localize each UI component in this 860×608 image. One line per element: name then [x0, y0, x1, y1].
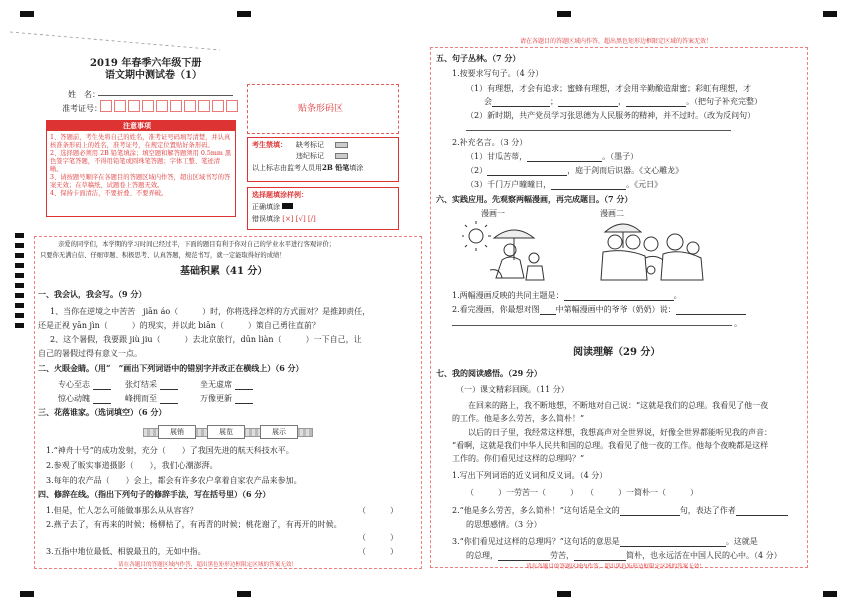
q6-line: 2.看完漫画，你最想对图 中第幅漫画中的爷爷（奶奶）说：	[452, 305, 746, 315]
q5-line: （1）甘瓜苦蒂， 。（墨子）	[466, 152, 639, 161]
comic-one-image	[462, 220, 562, 282]
violation-mark-box[interactable]	[335, 153, 348, 159]
q4-line: 3.五指中地位最低、相貌最丑的，无如中指。	[46, 547, 206, 556]
violation-mark-label: 违纪标记	[296, 152, 324, 160]
q5-answer-line[interactable]	[466, 130, 731, 131]
exam-title: 语文期中测试卷（1）	[105, 70, 202, 81]
q2-word: 惊心动魄	[58, 394, 111, 404]
q2-word: 万像更新	[200, 394, 253, 404]
bottom-notice-right: 请在各题目的答题区域内作答，超出黑色矩形边框限定区域的答案无效！	[526, 564, 706, 570]
notes-list	[50, 134, 232, 198]
synonym-antonym-row: （ ）一劳苦一（ ） （ ）一简朴一（ ）	[466, 488, 698, 497]
exam-title-year: 2019 年春季六年级下册	[90, 58, 202, 69]
q1-title: 一、我会认，我会写。（9 分）	[38, 289, 147, 299]
bottom-notice-left: 请在各题目的答题区域内作答，超出黑色矩形边框限定区域的答案无效！	[118, 562, 298, 568]
registration-mark	[237, 591, 251, 597]
q3-line: 2.参观了販实事道摄影（ ），我们心潮澎湃。	[46, 461, 218, 470]
ban-label: 考生禁填：	[252, 140, 287, 149]
passage-line: 工作的。你们看见过这样的总理吗？”	[452, 454, 585, 463]
q1-line: 还是正视 yān jìn（ ）的现实，并以此 biān（ ）策自己勇往直前？	[38, 321, 320, 330]
q6-answer-line[interactable]	[452, 325, 732, 326]
q7-question: 3.“你们看见过这样的总理吗？”这句话的意思是 。这就是	[452, 537, 758, 546]
passage-line: 以后的日子里，我经常这样想，我想高声对全世界说，好像全世界都能听见我的声音：	[468, 428, 772, 437]
registration-mark	[557, 11, 571, 17]
q2-word: 峰拥而至	[125, 394, 178, 404]
q2-word: 专心至志	[58, 380, 111, 390]
q7-question: 的思想感情。（3 分）	[466, 520, 542, 529]
q4-answer-paren[interactable]: （ ）	[358, 533, 398, 542]
q4-answer-paren[interactable]: （ ）	[358, 547, 398, 556]
q6-period: 。	[734, 319, 742, 328]
passage-line: 在回来的路上，我不断地想，不断地对自己说：“这就是我们的总理。我看见了他一夜	[468, 401, 769, 410]
q7-question: 的总理， 劳苦， 简朴，也永远活在中国人民的心中。（4 分）	[466, 551, 782, 560]
q7-sub: （一）课文精彩回顾。（11 分）	[456, 385, 569, 394]
q5-sub: 2.补充名言。（3 分）	[452, 138, 528, 147]
note-item: 2、选择题必须用 2B 铅笔填涂；填空题和解答题须用 0.5mm 黑色签字笔答题，不得用铅笔或圆珠笔答题；字体工整、笔迹清晰。	[50, 150, 232, 174]
section-basic: 基础积累（41 分）	[180, 266, 268, 277]
q2-title: 二、火眼金睛。（用“ ”画出下列词语中的错别字并改正在横线上）（6 分）	[38, 363, 304, 373]
barcode-label: 贴条形码区	[298, 104, 344, 114]
passage-line: “看啊，这就是我们中华人民共和国的总理。我看见了他一夜的工作。他每个夜晚都是这样	[452, 441, 769, 450]
q5-line: （1）有理想，才会有追求；蜜蜂有理想，才会用辛勤酿造甜蜜；彩虹有理想，才	[466, 84, 752, 93]
correct-fill-label: 正确填涂	[252, 203, 293, 211]
q4-title: 四、修辞在线。（指出下列句子的修辞手法，写在括号里）（6 分）	[38, 489, 271, 499]
fold-line	[0, 0, 230, 60]
name-field[interactable]	[98, 95, 233, 96]
wrong-fill-label: 错误填涂 [×] [√] [/]	[252, 215, 316, 223]
q7-question: 2.“他是多么劳苦，多么简朴！”这句话是全文的 句，表达了作者	[452, 506, 788, 516]
q6-title: 六、实践应用。先观察两幅漫画，再完成题目。（7 分）	[436, 194, 633, 204]
q3-title: 三、花落谁家。（选词填空）（6 分）	[38, 407, 167, 417]
comic-two-image	[585, 218, 715, 284]
word-option: 展示	[260, 425, 298, 439]
id-boxes[interactable]	[100, 100, 238, 112]
q5-line: 会 ； ， 。（把句子补充完整）	[484, 97, 762, 106]
top-notice: 请在各题目的答题区域内作答，超出黑色矩形边框限定区域的答案无效！	[520, 38, 713, 45]
word-option: 展销	[158, 425, 196, 439]
q4-answer-paren[interactable]: （ ）	[358, 506, 398, 515]
q1-line: 1、当你在逆境之中苦苦 jiān áo（ ）时，你将选择怎样的方式面对？是推卸责任，	[50, 307, 371, 316]
q3-line: 1.“神舟十号”的成功发射，充分（ ）了我国先进的航天科技水平。	[46, 446, 294, 455]
q5-line: （3）千门万户曈曈日， 。《元日》	[466, 180, 663, 189]
q1-line: 2、这个暑假，我要跟 jiù jiu（ ）去北京旅行，dūn liàn（ ）一下自己，让	[50, 335, 362, 344]
q5-line: （2） ，庭于剑而后识器。《文心雕龙》	[466, 166, 684, 175]
fill-example-title: 选择题填涂样例：	[252, 190, 308, 199]
comic-caption-1: 漫画一	[481, 209, 505, 218]
registration-mark	[823, 11, 837, 17]
note-item: 4、保持卡面清洁，不要折叠、不要弄破。	[50, 190, 168, 198]
notes-title: 注意事项	[123, 121, 151, 130]
q5-line: （2）新时期，共产党员学习张思德为人民服务的精神，并不过时。（改为反问句）	[466, 111, 756, 120]
q4-line: 1.但是，忙人怎么可能做事那么从从容容？	[46, 506, 198, 515]
q2-word: 坐无虚席	[200, 380, 253, 390]
comic-caption-2: 漫画二	[600, 209, 624, 218]
q4-line: 2.燕子去了，有再来的时候；杨柳枯了，有再青的时候；桃花谢了，有再开的时候。	[46, 520, 342, 529]
missing-mark-box[interactable]	[335, 142, 348, 148]
intro-line-1: 亲爱的同学们，本学期的学习时间已经过半，下面的题目有利于你对自己的学业水平进行客观评价；	[58, 241, 336, 248]
q5-sub: 1.按要求写句子。（4 分）	[452, 69, 544, 78]
registration-mark	[237, 11, 251, 17]
q3-line: 3.每年的农产品（ ）会上，都会有许多农户拿着自家农产品来参加。	[46, 476, 302, 485]
q1-line: 自己的暑假过得有意义一点。	[38, 349, 142, 358]
id-label: 准考证号：	[62, 104, 102, 113]
registration-mark	[557, 591, 571, 597]
q7-question: 1.写出下列词语的近义词和反义词。（4 分）	[452, 471, 608, 480]
intro-line-2: 只要你无满自信、仔细审题、积极思考、认真答题，规范书写，就一定能取得好的成绩！	[40, 252, 286, 259]
q6-line: 1.两幅漫画反映的共同主题是： 。	[452, 291, 682, 300]
registration-mark	[823, 591, 837, 597]
name-label: 姓 名：	[68, 90, 100, 99]
q7-title: 七、我的阅读感悟。（29 分）	[436, 368, 542, 378]
q5-title: 五、句子丛林。（7 分）	[436, 53, 521, 63]
missing-mark-label: 缺考标记	[296, 141, 324, 149]
note-item: 1、答题前，考生先将自己的姓名，准考证号码填写清楚，并认真核准条形码上的姓名，准考证号，在规定位置贴好条形码。	[50, 134, 231, 150]
note-item: 3、请按题号顺序在各题目的答题区域内作答，超出区域书写的答案无效；在草稿纸、试题卷上答题无效。	[50, 174, 231, 190]
registration-mark	[20, 591, 34, 597]
q2-word: 张灯结采	[125, 380, 178, 390]
word-option: 展览	[207, 425, 245, 439]
section-reading: 阅读理解（29 分）	[573, 347, 661, 358]
passage-line: 的工作。他是多么劳苦，多么简朴！”	[452, 414, 585, 423]
ban-desc: 以上标志由监考人员用2B 铅笔填涂	[252, 163, 364, 172]
